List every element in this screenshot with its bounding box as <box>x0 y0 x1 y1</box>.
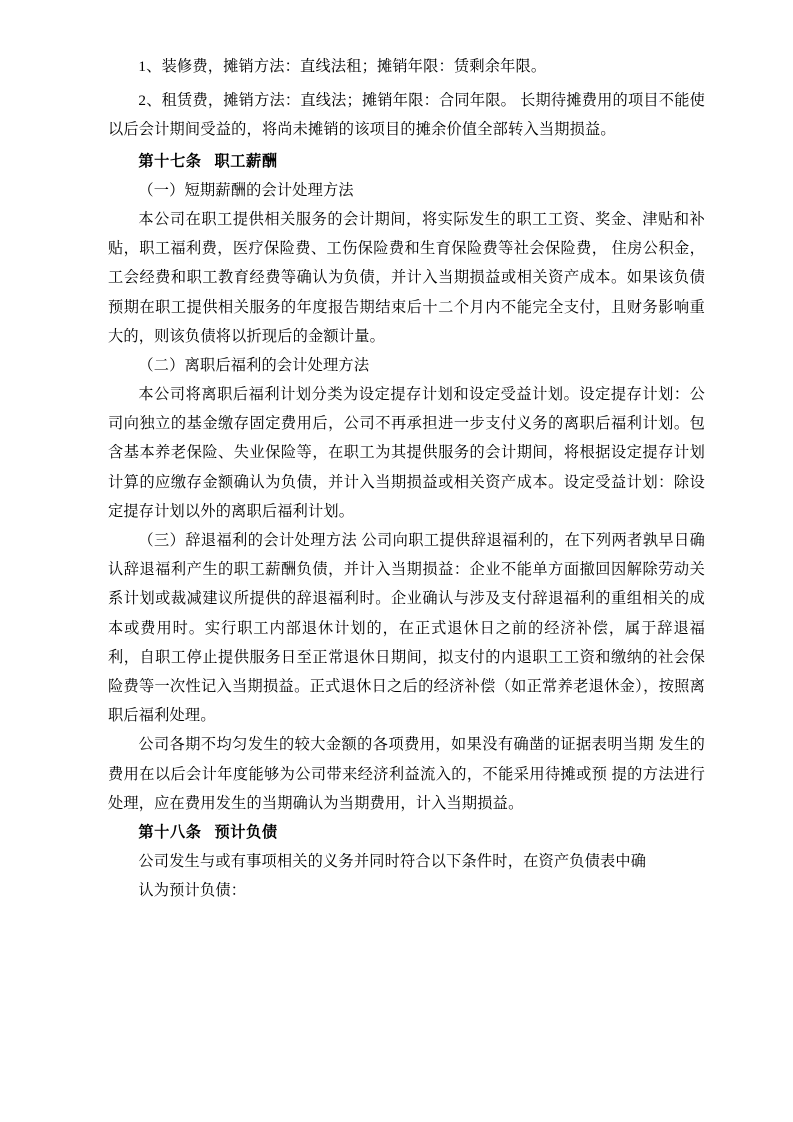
paragraph: （三）辞退福利的会计处理方法 公司向职工提供辞退福利的，在下列两者孰早日确认辞退福利产生的职工薪酬负债，并计入当期损益：企业不能单方面撤回因解除劳动关系计划或裁减建议所提供的辞退福利时。企业确认与涉及支付辞退福利的重组相关的成本或费用时。实行职工内部退休计划的，在正式退休日之前的经济补偿，属于辞退福利，自职工停止提供服务日至正常退休日期间，拟支付的内退职工工资和缴纳的社会保险费等一次性记入当期损益。正式退休日之后的经济补偿（如正常养老退休金），按照离职后福利处理。 <box>108 532 705 725</box>
list-item: 1、装修费，摊销方法：直线法租；摊销年限：赁剩余年限。 <box>138 58 547 75</box>
paragraph: 公司发生与或有事项相关的义务并同时符合以下条件时，在资产负债表中确 <box>138 853 647 871</box>
list-item: 2、租赁费，摊销方法：直线法；摊销年限：合同年限。 长期待摊费用的项目不能使以后会计期间受益的，将尚未摊销的该项目的摊余价值全部转入当期损益。 <box>108 92 705 139</box>
paragraph: 本公司在职工提供相关服务的会计期间，将实际发生的职工工资、奖金、津贴和补贴，职工福利费，医疗保险费、工伤保险费和生育保险费等社会保险费， 住房公积金，工会经费和职工教育经费等确认为负债，并计入当期损益或相关资产成本。如果该负债预期在职工提供相关服务的年度报告期结束后十二个月内不能完全支付，且财务影响重大的，则该负债将以折现后的金额计量。 <box>108 210 705 345</box>
article-title: 预计负债 <box>214 823 278 841</box>
article-heading <box>108 818 705 847</box>
article-number: 第十七条 <box>138 152 202 170</box>
section-subheading: （一）短期薪酬的会计处理方法 <box>138 181 354 199</box>
article-heading <box>108 147 705 176</box>
paragraph: 本公司将离职后福利计划分类为设定提存计划和设定受益计划。设定提存计划：公司向独立的基金缴存固定费用后，公司不再承担进一步支付义务的离职后福利计划。包含基本养老保险、失业保险等，在职工为其提供服务的会计期间，将根据设定提存计划计算的应缴存金额确认为负债，并计入当期损益或相关资产成本。设定受益计划：除设定提存计划以外的离职后福利计划。 <box>108 386 705 520</box>
document-body <box>108 52 705 905</box>
paragraph: 公司各期不均匀发生的较大金额的各项费用，如果没有确凿的证据表明当期 发生的费用在以后会计年度能够为公司带来经济利益流入的，不能采用待摊或预 提的方法进行处理，应在费用发生的当期确认为当期费用，计入当期损益。 <box>108 736 705 812</box>
article-title: 职工薪酬 <box>214 152 278 170</box>
section-subheading: （二）离职后福利的会计处理方法 <box>138 356 370 374</box>
article-number: 第十八条 <box>138 823 202 841</box>
paragraph: 认为预计负债： <box>138 882 247 900</box>
